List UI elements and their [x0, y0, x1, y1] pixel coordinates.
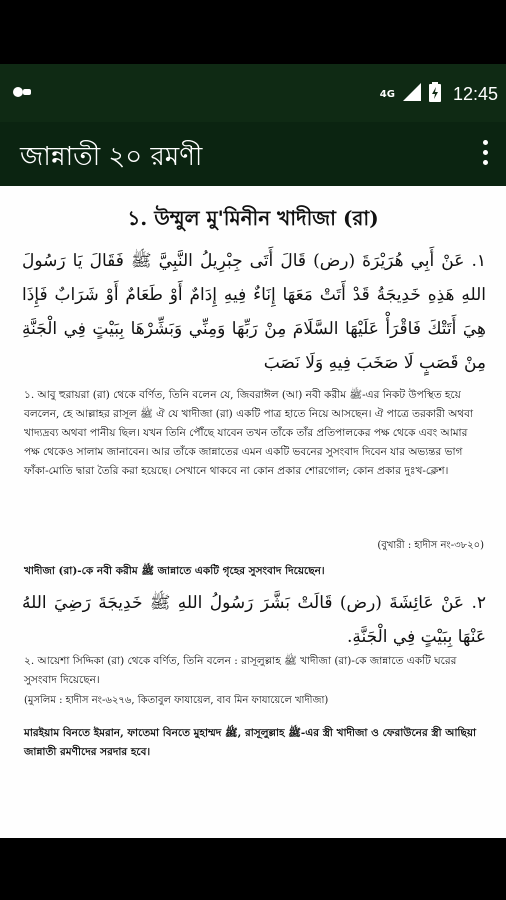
signal-icon [403, 83, 421, 105]
notification-icon [12, 84, 34, 98]
battery-charging-icon [429, 82, 441, 106]
status-clock: 12:45 [452, 83, 498, 104]
arabic-hadith-1: ١. عَنْ أَبِي هُرَيْرَةَ (رض) قَالَ أَتَى جِبْرِيلُ النَّبِيَّ ﷺ فَقَالَ يَا رَسُولَ اللهِ هَذِهِ خَدِيجَةُ قَدْ أَتَتْ مَعَهَا إِنَاءٌ فِيهِ إِدَامٌ أَوْ طَعَامٌ أَوْ شَرَابٌ فَإِذَا هِيَ أَتَتْكَ فَاقْرَأْ عَلَيْهَا السَّلَامَ مِنْ رَبِّهَا وَمِنِّي وَبَشِّرْهَا بِبَيْتٍ فِي الْجَنَّةِ مِنْ قَصَبٍ لَا صَخَبَ فِيهِ وَلَا نَصَبَ [22, 251, 486, 373]
app-bar [0, 122, 506, 186]
hadith-page [0, 186, 506, 838]
chapter-heading: ১. উম্মুল মু'মিনীন খাদীজা (রা) [127, 206, 379, 230]
reference-1: (বুখারী : হাদীস নং-৩৮২০) [377, 540, 484, 551]
bottom-black-bar [0, 838, 506, 900]
bengali-translation-1: ১. আবু হুরায়রা (রা) থেকে বর্ণিত, তিনি বলেন যে, জিবরাঈল (আ) নবী করীম ﷺ-এর নিকট উপস্থিত হয়ে বললেন, হে আল্লাহর রাসূল ﷺ ঐ যে খাদীজা (রা) একটি পাত্র হাতে নিয়ে আসছেন। ঐ পাত্রে তরকারী অথবা খাদ্যদ্রব্য অথবা পানীয় ছিল। যখন তিনি পৌঁছে যাবেন তখন তাঁকে তাঁর প্রতিপালকের পক্ষ থেকে এবং আমার পক্ষ থেকেও সালাম জানাবেন। আর তাঁকে জান্নাতের এমন একটি ভবনের সুসংবাদ দিবেন যার অভ্যন্তর ভাগ ফাঁকা-মোতি দ্বারা তৈরি করা হয়েছে। সেখানে থাকবে না কোন প্রকার শোরগোল; কোন প্রকার দুঃখ-ক্লেশ। [24, 389, 474, 477]
more-vert-icon[interactable] [480, 140, 490, 170]
app-title: জান্নাতী ২০ রমণী [20, 142, 203, 172]
status-bar [0, 64, 506, 122]
bengali-translation-2: ২. আয়েশা সিদ্দিকা (রা) থেকে বর্ণিত, তিনি বলেন : রাসূলুল্লাহ ﷺ খাদীজা (রা)-কে জান্নাতে একটি ঘরের সুসংবাদ দিয়েছেন। [24, 655, 457, 686]
network-type-label: 4G [379, 88, 395, 100]
reference-2: (মুসলিম : হাদীস নং-৬২৭৬, কিতাবুল ফাযায়েল, বাব মিন ফাযায়েলে খাদীজা) [24, 695, 329, 706]
summary-2: মারইয়াম বিনতে ইমরান, ফাতেমা বিনতে মুহাম্মদ ﷺ, রাসূলুল্লাহ ﷺ-এর স্ত্রী খাদীজা ও ফেরাউনের স্ত্রী আছিয়া জান্নাতী রমণীদের সরদার হবে। [24, 727, 477, 758]
top-black-bar [0, 0, 506, 64]
summary-1: খাদীজা (রা)-কে নবী করীম ﷺ জান্নাতে একটি গৃহের সুসংবাদ দিয়েছেন। [24, 565, 325, 577]
arabic-hadith-2: ٢. عَنْ عَائِشَةَ (رض) قَالَتْ بَشَّرَ رَسُولُ اللهِ ﷺ خَدِيجَةَ رَضِيَ اللهُ عَنْهَا بِبَيْتٍ فِي الْجَنَّةِ. [22, 593, 486, 647]
